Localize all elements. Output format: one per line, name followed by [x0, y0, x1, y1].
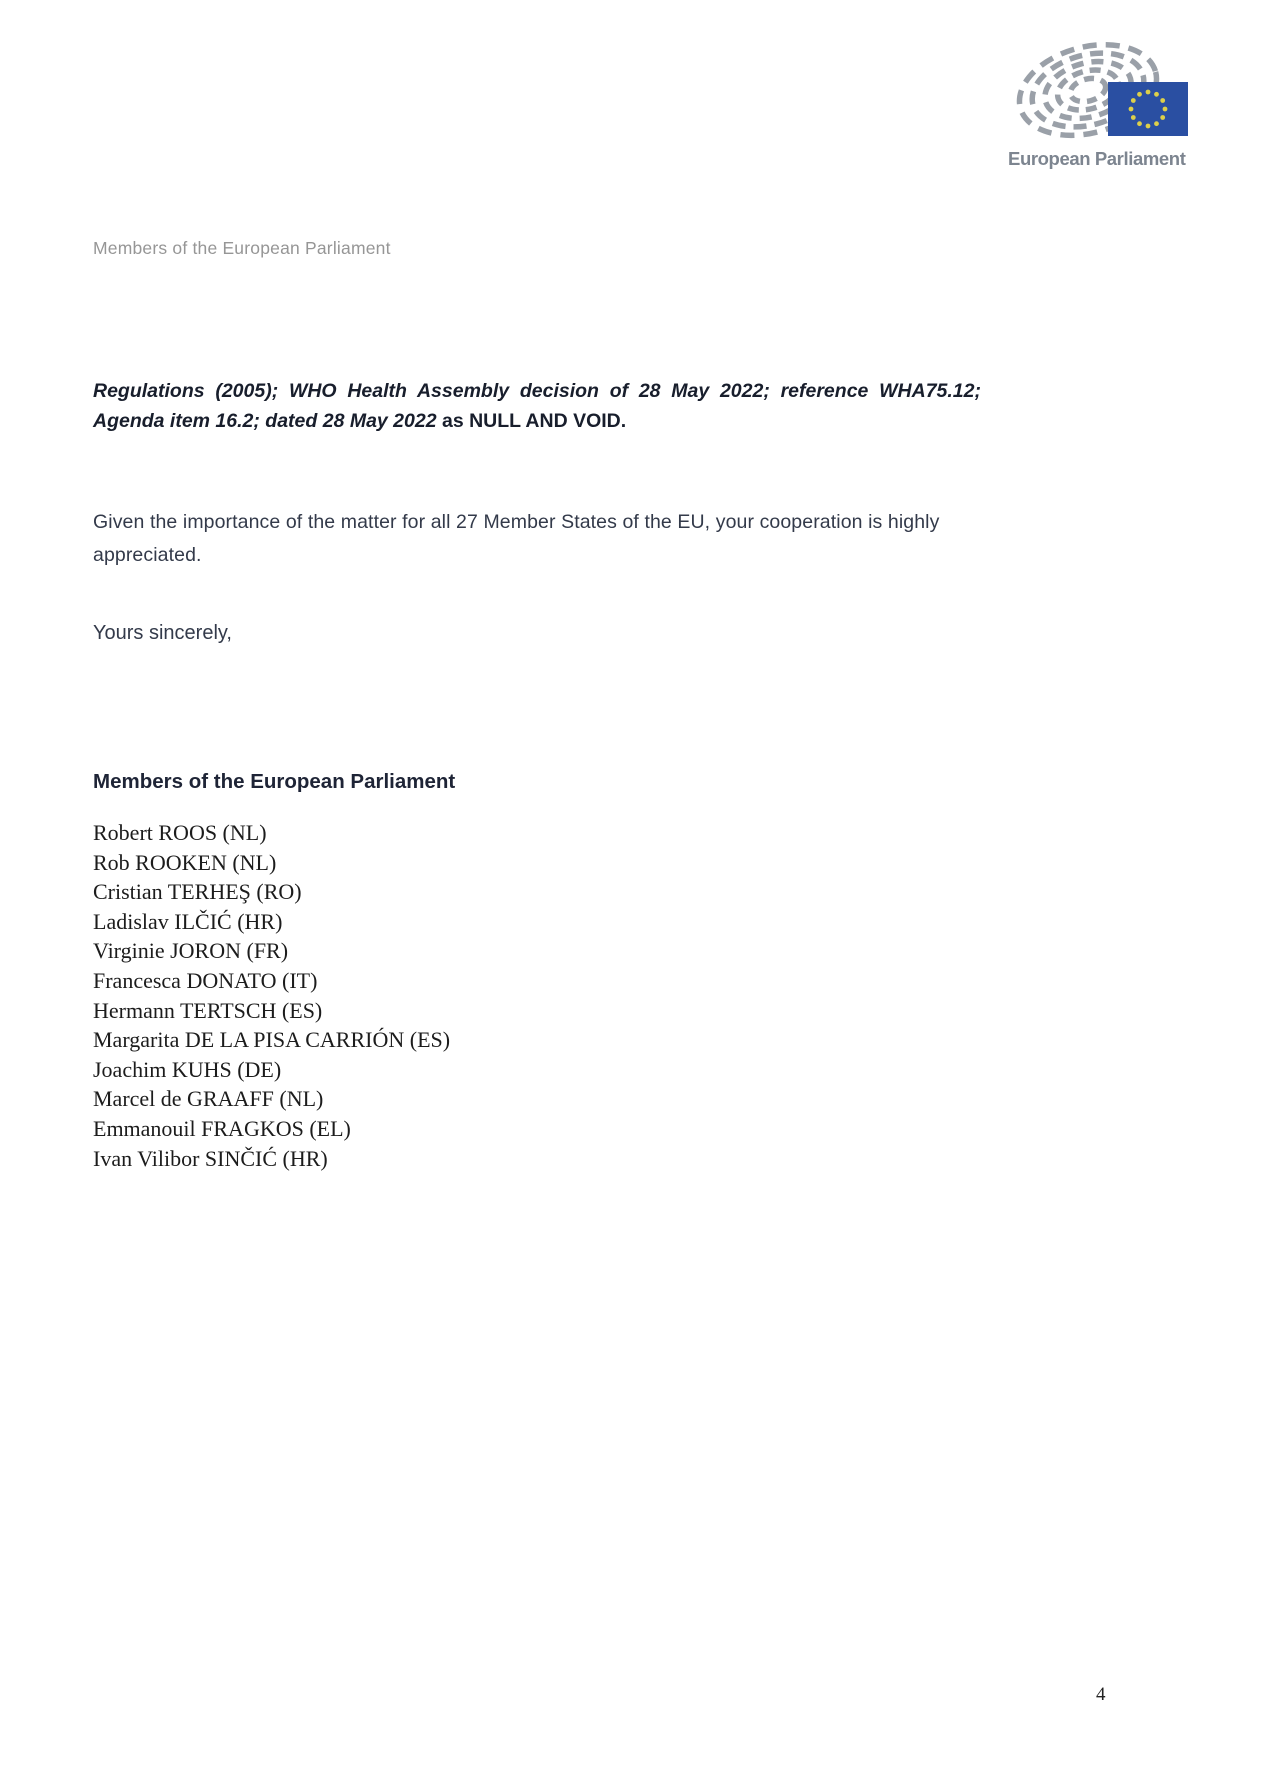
signatory-line: Ladislav ILČIĆ (HR): [93, 908, 283, 934]
signatory-line: Hermann TERTSCH (ES): [93, 997, 323, 1023]
eu-flag-icon: [1108, 82, 1188, 136]
signatory-line: Virginie JORON (FR): [93, 938, 289, 964]
signatory-line: Joachim KUHS (DE): [93, 1056, 282, 1082]
signatory-line: Francesca DONATO (IT): [93, 967, 318, 993]
paragraph-regulations-upright: as NULL AND VOID.: [441, 409, 627, 432]
page-number: 4: [1096, 1684, 1106, 1705]
signatory-line: Robert ROOS (NL): [93, 820, 267, 845]
logo-caption: European Parliament: [1008, 148, 1186, 169]
european-parliament-logo: [1008, 36, 1194, 170]
signatory-line: Marcel de GRAAFF (NL): [93, 1086, 324, 1112]
signatory-line: Margarita DE LA PISA CARRIÓN (ES): [93, 1027, 451, 1053]
recipient-line: Members of the European Parliament: [93, 238, 391, 258]
signatory-line: Cristian TERHEŞ (RO): [93, 879, 302, 905]
signatories-heading: Members of the European Parliament: [93, 770, 456, 793]
ep-hemicycle-icon: [1008, 36, 1194, 146]
closing-line: Yours sincerely,: [93, 622, 232, 644]
paragraph-cooperation: Given the importance of the matter for all 27 Member States of the EU, your cooperation is highly appreciated.: [93, 510, 940, 566]
paragraph-regulations: [93, 376, 981, 436]
signatories-list: [93, 818, 450, 1173]
signatory-line: Emmanouil FRAGKOS (EL): [93, 1115, 351, 1141]
paragraph-regulations-italic: Regulations (2005); WHO Health Assembly decision of 28 May 2022; reference WHA75.12; Agenda item 16.2; dated 28 May 2022: [93, 379, 981, 432]
signatory-line: Rob ROOKEN (NL): [93, 849, 277, 875]
signatory-line: Ivan Vilibor SINČIĆ (HR): [93, 1145, 328, 1171]
